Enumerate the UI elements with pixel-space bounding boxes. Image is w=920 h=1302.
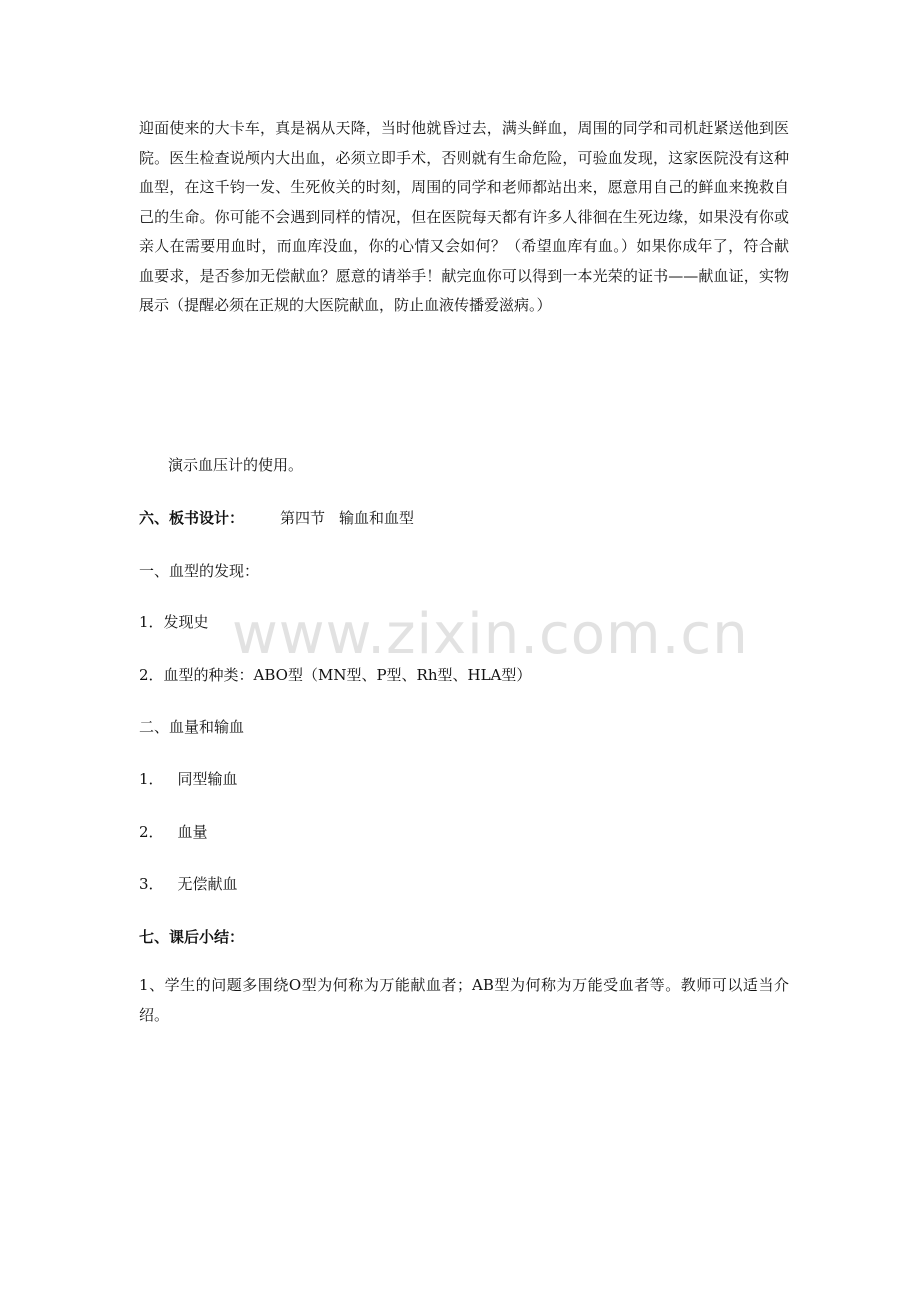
outline-item2-1-number: 1． bbox=[139, 770, 164, 788]
summary-heading: 七、课后小结： bbox=[139, 928, 245, 946]
intro-paragraph: 迎面使来的大卡车，真是祸从天降，当时他就昏过去，满头鲜血，周围的同学和司机赶紧送他到医院。医生检查说颅内大出血，必须立即手术，否则就有生命危险，可验血发现，这家医院没有这种血型，在这千钧一发、生死攸关的时刻，周围的同学和老师都站出来，愿意用自己的鲜血来挽救自己的生命。你可能不会遇到同样的情况，但在医院每天都有许多人徘徊在生死边缘，如果没有你或亲人在需要用血时，而血库没血，你的心情又会如何？（希望血库有血。）如果你成年了，符合献血要求，是否参加无偿献血？愿意的请举手！献完血你可以得到一本光荣的证书——献血证，实物展示（提醒必须在正规的大医院献血，防止血液传播爱滋病。） bbox=[139, 119, 789, 314]
outline-item1-1: 1．发现史 bbox=[139, 613, 209, 631]
outline-item2-2 bbox=[139, 822, 208, 842]
board-design-section: 第四节 bbox=[280, 509, 326, 527]
board-design-line bbox=[139, 508, 414, 528]
outline-item2-3-text: 无偿献血 bbox=[177, 875, 238, 893]
outline-part2: 二、血量和输血 bbox=[139, 718, 245, 736]
outline-item1-2: 2．血型的种类：ABO型（MN型、P型、Rh型、HLA型） bbox=[139, 666, 532, 684]
demo-line: 演示血压计的使用。 bbox=[168, 456, 304, 474]
outline-item2-3-number: 3． bbox=[139, 875, 164, 893]
outline-item2-1-text: 同型输血 bbox=[177, 770, 238, 788]
outline-item2-3 bbox=[139, 874, 238, 894]
board-design-heading: 六、板书设计： bbox=[139, 509, 245, 527]
outline-item2-2-text: 血量 bbox=[177, 823, 208, 841]
summary-text: 1、学生的问题多围绕O型为何称为万能献血者；AB型为何称为万能受血者等。教师可以适当介绍。 bbox=[139, 976, 789, 1024]
watermark-text: www.zixin.com.cn bbox=[232, 602, 749, 667]
outline-part1: 一、血型的发现： bbox=[139, 562, 260, 580]
outline-item2-2-number: 2． bbox=[139, 823, 164, 841]
outline-item2-1 bbox=[139, 769, 238, 789]
board-design-topic: 输血和血型 bbox=[339, 509, 415, 527]
